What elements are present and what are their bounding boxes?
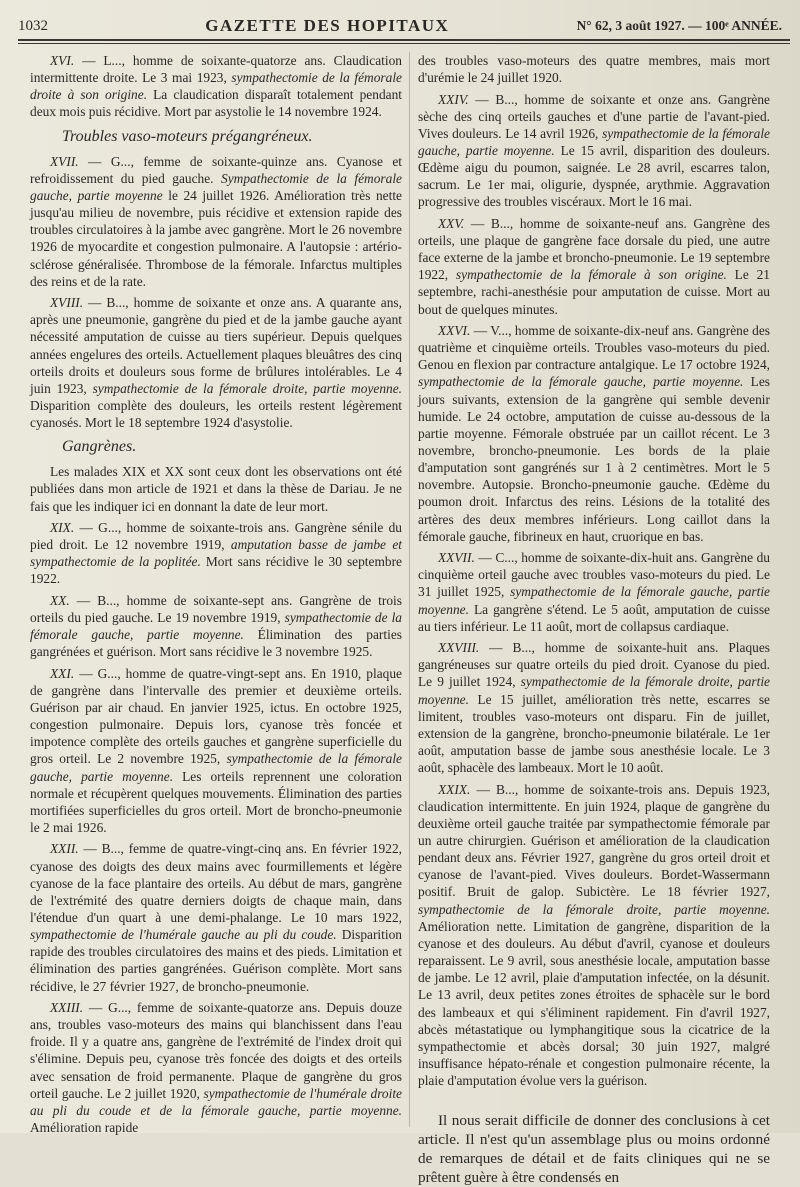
case-text: — B..., homme de soixante-trois ans. Depuis 1923, claudication intermittente. En juin 1924, plaque de gangrène du deuxième orteil gauche traitée par sympathectomie fémorale par un autre chirurgien. Guérison et amélioration de la claudication pendant deux ans. Février 1927, gangrène du gros orteil droit et cyanose de l'avant-pied. Vives douleurs. Bordet-Wassermann positif. Bruit de galop. Subictère. Le 18 février 1927, xyxy=(418,781,770,900)
case-text: — B..., homme de soixante-neuf ans. Gangrène des orteils, une plaque de gangrène face dorsale du pied, une autre face externe de la jambe et broncho-pneumonie. Le 19 septembre 1922, xyxy=(418,215,770,283)
case-text-tail: Mort sans récidive le 30 septembre 1922. xyxy=(30,554,402,587)
case-text-tail: Disparition rapide des troubles circulatoires des mains et des pieds. Limitation et élimination des parties gangrénées. Guérison complète. Mort sans récidive, le 27 février 1927, de broncho-pneumonie. xyxy=(30,927,402,994)
header-rule-thick xyxy=(18,39,790,41)
case-paragraph xyxy=(30,52,402,121)
running-header xyxy=(18,14,782,38)
procedure-text: amputation basse de jambe et sympathectomie de la poplitée. xyxy=(30,537,402,570)
case-text-tail: Le 15 juillet, amélioration très nette, escarres se limitent, troubles vaso-moteurs ont disparu. Fin de juillet, extension de la gangrène, broncho-pneumonie bilatérale. Le 1er août, amputation basse de jambe sous anesthésie locale. Le 3 août, sphacèle des lambeaux. Mort le 10 août. xyxy=(418,691,770,776)
journal-title: GAZETTE DES HOPITAUX xyxy=(205,16,450,35)
case-number: XXVIII. xyxy=(438,640,480,656)
conclusion-paragraph xyxy=(418,1111,770,1187)
case-number: XX. xyxy=(50,592,70,608)
procedure-text: sympathectomie de la fémorale gauche, partie moyenne. xyxy=(418,125,770,158)
case-text-tail: Les jours suivants, extension de la gangrène qui semble devenir humide. Le 24 octobre, amputation de cuisse au-dessous de la partie moyenne. Fémorale obstruée par un caillot récent. Le 3 novembre, broncho-pneumonie. Les bords de la plaie d'amputation sont gangrénés sur 1 à 2 centimètres. Mort le 5 novembre. Autopsie. Broncho-pneumonie gauche. Œdème du poumon droit. Infarctus des reins. Lésions de la totalité des artères des deux membres inférieurs. Long caillot dans la fémorale gauche, fibrineux en haut, cruorique en bas. xyxy=(418,374,770,544)
case-paragraph xyxy=(30,840,402,994)
case-paragraph xyxy=(418,52,770,86)
case-text: — V..., homme de soixante-dix-neuf ans. Gangrène des quatrième et cinquième orteils. Troubles vaso-moteurs du pied. Genou en flexion par contracture antalgique. Le 17 octobre 1924, xyxy=(418,322,770,373)
case-text: — B..., homme de soixante-huit ans. Plaques gangréneuses sur quatre orteils du pied droit. Cyanose du pied. Le 9 juillet 1924, xyxy=(418,640,770,690)
procedure-text: sympathectomie de la fémorale gauche, partie moyenne. xyxy=(418,374,744,390)
case-paragraph xyxy=(30,592,402,661)
case-paragraph xyxy=(418,215,770,318)
case-number: XXV. xyxy=(438,215,465,231)
section-heading: Gangrènes. xyxy=(62,438,137,456)
procedure-text: sympathectomie de la fémorale droite, partie moyenne. xyxy=(92,380,403,396)
case-text-tail: Amélioration rapide xyxy=(30,1120,139,1136)
case-paragraph xyxy=(418,91,770,211)
case-number: XXIX. xyxy=(438,781,471,797)
issue-info: N° 62, 3 août 1927. — 100ᵉ ANNÉE. xyxy=(576,18,782,33)
case-text-tail: Disparition complète des douleurs, les orteils restent légèrement cyanosés. Mort le 18 septembre 1924 d'asystolie. xyxy=(30,398,402,431)
case-text-tail: Les orteils reprennent une coloration normale et récupèrent quelques mouvements. Élimination des parties mortifiées superficielles du gros orteil. Mort de broncho-pneumonie le 2 mai 1926. xyxy=(30,768,402,835)
case-text: des troubles vaso-moteurs des quatre membres, mais mort d'urémie le 24 juillet 1920. xyxy=(418,53,770,86)
case-text: — G..., femme de soixante-quinze ans. Cyanose et refroidissement du pied gauche. xyxy=(30,153,402,186)
case-number: XXVII. xyxy=(438,550,475,566)
case-text-tail: Le 15 avril, disparition des douleurs. Œdème aigu du poumon, saignée. Le 28 avril, escarres talon, sacrum. Le 1er mai, oligurie, dyspnée, arythmie. Aggravation progressive des troubles viscéraux. Mort le 16 mai. xyxy=(418,142,770,210)
case-text-tail: le 24 juillet 1926. Amélioration très nette jusqu'au milieu de novembre, puis récidive et extension rapide des troubles circulatoires à la jambe avec gangrène. Mort le 26 novembre 1926 de myocardite et congestion pulmonaire. A l'autopsie : artério-sclérose généralisée. Thrombose de la fémorale. Infarctus multiples des reins et de la rate. xyxy=(30,187,402,289)
procedure-text: sympathectomie de la fémorale à son origine. xyxy=(455,267,727,283)
procedure-text: sympathectomie de la fémorale gauche, partie moyenne. xyxy=(418,584,770,617)
case-paragraph xyxy=(418,639,770,776)
case-text: — B..., homme de soixante et onze ans. Gangrène sèche des cinq orteils gauches et d'une partie de l'avant-pied. Vives douleurs. Le 14 avril 1926, xyxy=(418,91,770,141)
procedure-text: sympathectomie de la fémorale droite, partie moyenne. xyxy=(418,674,770,707)
right-column xyxy=(418,52,770,1187)
procedure-text: sympathectomie de la fémorale droite à son origine. xyxy=(30,70,402,103)
case-number: XXI. xyxy=(50,665,75,681)
case-text: — G..., homme de soixante-trois ans. Gangrène sénile du pied droit. Le 12 novembre 1919, xyxy=(30,519,402,553)
procedure-text: sympathectomie de l'humérale gauche au pli du coude. xyxy=(30,927,337,943)
case-paragraph xyxy=(418,549,770,635)
case-paragraph xyxy=(418,322,770,545)
procedure-text: sympathectomie de l'humérale droite au pli du coude et de la fémorale gauche, partie moyenne. xyxy=(30,1085,402,1118)
procedure-text: sympathectomie de la fémorale droite, partie moyenne. xyxy=(418,901,770,917)
case-number: XXVI. xyxy=(438,322,471,338)
case-text: — G..., femme de soixante-quatorze ans. Depuis douze ans, troubles vaso-moteurs des mains qui blanchissent dans l'eau froide. Il y a quatre ans, gangrène de l'extrémité de l'index droit qui s'élimine. Depuis peu, cyanose très foncée des doigts et des orteils avec sensation de froid permanente. Plaque de gangrène du gros orteil gauche. Le 2 juillet 1920, xyxy=(30,999,402,1101)
case-number: XVII. xyxy=(50,153,79,169)
case-paragraph xyxy=(30,294,402,431)
case-text-tail: La gangrène s'étend. Le 5 août, amputation de cuisse au tiers inférieur. Le 11 août, mort de collapsus cardiaque. xyxy=(418,601,770,634)
case-text: — C..., homme de soixante-dix-huit ans. Gangrène du cinquième orteil gauche avec troubles vaso-moteurs du pied. Le 31 juillet 1925, xyxy=(418,550,770,600)
procedure-text: sympathectomie de la fémorale gauche, partie moyenne. xyxy=(30,609,402,643)
header-rule-thin xyxy=(18,43,790,44)
case-text-tail: Le 21 septembre, rachi-anesthésie pour amputation de cuisse. Mort au bout de quelques minutes. xyxy=(418,267,770,317)
case-text: — L..., homme de soixante-quatorze ans. Claudication intermittente droite. Le 3 mai 1923, xyxy=(30,53,402,86)
case-paragraph xyxy=(30,153,402,290)
case-text: Il nous serait difficile de donner des conclusions à cet article. Il n'est qu'un assemblage plus ou moins ordonné de remarques de détail et de faits cliniques qui ne se prêtent guère à être condensés en xyxy=(418,1112,770,1187)
case-text-tail: Élimination des parties gangrénées et guérison. Mort sans récidive le 3 novembre 1925. xyxy=(30,627,402,660)
procedure-text: Sympathectomie de la fémorale gauche, partie moyenne xyxy=(30,170,402,203)
case-number: XXIV. xyxy=(438,91,469,107)
case-paragraph xyxy=(30,463,402,514)
page-number: 1032 xyxy=(18,17,48,34)
case-paragraph xyxy=(30,665,402,837)
procedure-text: sympathectomie de la fémorale gauche, partie moyenne. xyxy=(30,751,402,784)
case-paragraph xyxy=(30,999,402,1136)
case-text: Les malades XIX et XX sont ceux dont les observations ont été publiées dans mon article de 1921 et dans la thèse de Dariau. Je ne fais que les indiquer ici en donnant la date de leur mort. xyxy=(30,464,402,514)
case-paragraph xyxy=(30,519,402,588)
left-column xyxy=(30,52,403,1136)
column-separator xyxy=(409,52,410,1127)
case-text: — B..., femme de quatre-vingt-cinq ans. En février 1922, cyanose des doigts des deux mains avec fourmillements et légère cyanose de la face plantaire des orteils. Au début de mars, gangrène de l'extrémité des quatre derniers doigts de chaque main, dans l'étendue d'un quart à une demi-phalange. Le 10 mars 1922, xyxy=(30,841,402,925)
case-text-tail: La claudication disparaît totalement pendant deux mois puis récidive. Mort par asystolie le 14 novembre 1924. xyxy=(30,87,402,120)
case-text-tail: Amélioration nette. Limitation de gangrène, disparition de la cyanose et des douleurs. Au début d'avril, cyanose et douleurs reparaissent. Le 9 avril, sous anesthésie locale, amputation basse de jambe. Le 12 avril, plaie d'amputation infectée, on la désunit. Le 13 avril, deux petites zones étroites de sphacèle sur le bord des lambeaux et qui s'éliminent rapidement. Fin d'avril 1927, abcès métastatique ou lymphangitique sous la cicatrice de la sympathectomie et abcès dorsal; 30 juin 1927, malgré insuffisance hépato-rénale et congestion pulmonaire récente, la plaie d'amputation évolue vers la guérison. xyxy=(418,918,770,1089)
case-text: — B..., homme de soixante-sept ans. Gangrène de trois orteils du pied gauche. Le 19 novembre 1919, xyxy=(30,592,402,625)
case-paragraph xyxy=(418,781,770,1090)
case-text: — B..., homme de soixante et onze ans. A quarante ans, après une pneumonie, gangrène du pied et de la jambe gauche ayant nécessité amputation de cuisse au tiers supérieur. Depuis quelques années engelures des orteils. Actuellement plaques bleuâtres des cinq orteils droits et douleurs sous forme de brûlures intolérables. Le 4 juin 1923, xyxy=(30,295,402,396)
case-number: XXII. xyxy=(50,841,79,857)
section-heading: Troubles vaso-moteurs prégangréneux. xyxy=(62,127,313,145)
case-number: XIX. xyxy=(50,519,75,535)
case-number: XXIII. xyxy=(50,999,84,1015)
case-number: XVI. xyxy=(50,53,75,68)
case-text: — G..., homme de quatre-vingt-sept ans. En 1910, plaque de gangrène dans l'intervalle des premier et deuxième orteils. Guérison par air chaud. En janvier 1925, ictus. En octobre 1925, congestion pulmonaire. Depuis lors, cyanose très foncée et impotence complète des orteils gauches et gangrène superficielle du gros orteil. Le 2 novembre 1925, xyxy=(30,665,402,767)
case-number: XVIII. xyxy=(50,295,84,311)
